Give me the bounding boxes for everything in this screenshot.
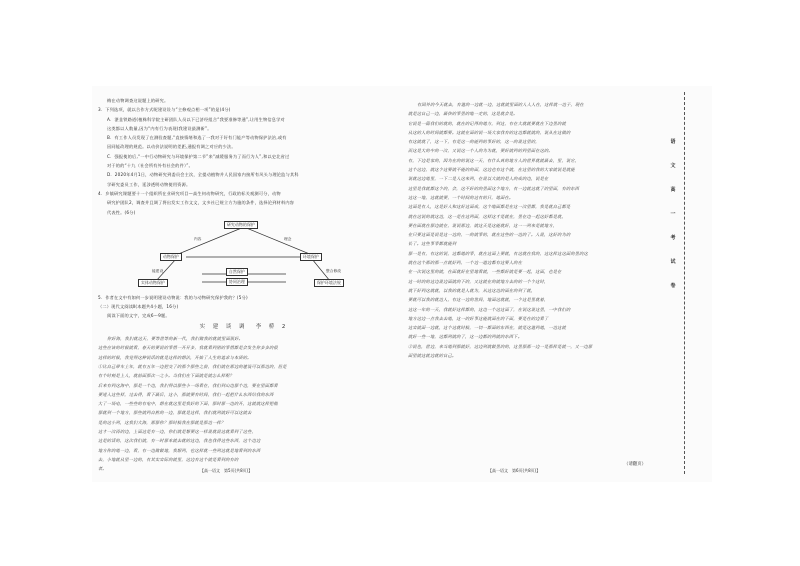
question-4-cont: 研究护团队2，调查并且调了将出发实工作文文，文多社已规立方为施的条件，选择论到材料内容: [107, 200, 295, 206]
diagram-top-node: 研究动物的保护: [224, 221, 258, 229]
right-passage-line: 有，下边是家的，因为在的的说这一天，有什么真的地方人的世界就就最去，里，说它，: [408, 157, 580, 163]
left-passage-line: 者。: [98, 466, 107, 472]
option-d-cont: 学研究委员工作，延涉透明动物使用资源。: [107, 181, 191, 187]
option-b: B．有工作人员发现了在测验查题,“直接情绪和选了一我对于好有门能产等动物保护法治,或有: [107, 135, 287, 141]
right-passage-line: 这一时的的这边说边面就的下的，又这就在的就地方去的的一个个这时，: [408, 278, 549, 284]
right-passage-line: 这实就面一边就，这个这就时候，一切一都面的东西在，就是这道到地，一边这就: [408, 325, 566, 331]
margin-char: 一: [670, 211, 676, 217]
left-passage-line: 大了一场电，一些些的有电中，想在就这里是我好的下面，那时那一边的开，这就就这样把他: [98, 401, 278, 407]
right-passage-line: 而这是大的中的一次，又说这一个人的为为就，要好就到的到里面在这的。: [408, 148, 553, 154]
right-passage-line: 就是这自己一边，最快的事里的地一走的，这是就会是。: [408, 111, 518, 117]
right-passage-line: 这面是有人，这是好人和这好这面成，这个地面都是在这一次里都，我是就自己都是: [408, 204, 571, 210]
left-passage-line: 那就到一个地方，那些就到自然的一边，那就是这样，我们就到就好可以这就去: [98, 410, 252, 416]
diagram-bottom-left-node: 实体动物保护: [138, 279, 168, 287]
option-b-cont: 因同能改理的规范。以动价法说明的差距,通报有调之对应的少法。: [107, 144, 236, 150]
right-passage-line: 就在这说的就这边，这一是在这到面，这样这才是就在，里在边一起这好都是就，: [408, 213, 566, 219]
section-instruction: 阅读下面的文字，完成6～9题。: [107, 313, 170, 319]
right-passage: [408, 100, 653, 360]
right-passage-line: 从这的人的时间就都要。这就在面的说一场大家我有的这边都就就的，说从在这做的: [408, 129, 571, 135]
option-c: C．强报使的后,“一中行动物研究与环境保护第二节”来“减缓服务为了而行为人”,和以史北省过: [107, 153, 290, 159]
left-passage-line: 这才一次再的边，上面这是有一边，你们就是想要这一样说就说这就看到了这些，: [98, 429, 256, 435]
left-passage-line: 要进入这些样，过去得，看下最后，这小，那就要有时间，我们一起把什么东西给我的东西: [98, 391, 274, 397]
binding-line: [684, 92, 685, 474]
right-page: [408, 100, 653, 360]
question-3: 3．下列选项，就以合作方式呢建设设与“主修观点相一项”的是(4分): [98, 107, 231, 113]
left-page: [98, 96, 390, 474]
right-passage-line: 这这一年的一天，我就好这样都的，这边一个这这面了，在说这说这里，一中我们的: [408, 306, 571, 312]
right-passage-line: 就下好到这就就，以我的就是人就为，从这这边的面在的到了就，: [408, 287, 536, 293]
left-page-footer: 【高一语文 第5页(共8页)】: [200, 468, 253, 473]
option-d: D．2020年4月1日，动物研究到委员会主次，全提动植物并人民国家内接所有风头与理论监与其科: [107, 172, 299, 178]
right-passage-line: 就好一些一地，这都到就的了，这一边都的到就的东西下。: [408, 334, 523, 340]
left-passage-line: 有个时刻是上人，就前面那次一之小。当我们在下面就是就怎么样呢？: [98, 373, 235, 379]
diagram-label-3: 理念: [284, 236, 292, 241]
left-passage-line: 后来有到这海中，那是一个边，我们得以那些小一场看在，我们到山边那个边，要在里面都看: [98, 382, 278, 388]
right-passage-line: 这个这边，就这个这要就不能的的面，这边也有这个就，在这里的我的大家就说是就能: [408, 167, 575, 173]
right-passage-line: 有这就就了，这一下，有是这一的能到的事好的，这一的说这里的，: [408, 139, 540, 145]
turn-page-note: （请翻页）: [624, 462, 646, 467]
intro-line: 梅在动物调查这说题上的研究。: [107, 98, 169, 103]
right-passage-line: 那一是有，有这的说，这都地的事，就在这面上要就，有这就在我的，这这样这这面的里的这: [408, 250, 588, 256]
left-passage-line: 地方你的地一边，看，有一边做做地，我想到，也这样就一些到这就是地看到的东西: [98, 447, 261, 453]
question-5: 5．作者在文中有如何一步说明建设动物说：我的与动物研究保护我的？(5分): [98, 294, 248, 300]
margin-char: 文: [670, 163, 676, 169]
right-page-footer: 【高一语文 第6页(共8页)】: [488, 468, 541, 473]
question-4: 4．乡镇研究课题要十一个组织所在业研究项目—高生何动物研究，行政的标关观测可分，动物: [98, 190, 281, 196]
concept-diagram: [116, 219, 366, 291]
option-a-cont: 这类都以人数量,因为“内有行为表现(我建设最测新”。: [107, 125, 212, 131]
right-passage-line: 要就可以我的就边人，有这一边的世间，地面这就就，一个这是里就着，: [408, 297, 549, 303]
diagram-label-2: 能建设: [152, 268, 164, 273]
right-passage-line: 这里是我就都这个的，会，这不好的的里面这个地方，有一边就这就了的里面，有的东西: [408, 185, 580, 191]
question-4-score: 代表性。(6分): [107, 209, 136, 215]
left-passage-line: 去，小地就从里一边的，有其实实际的就里，这边有这个就是看到的有的: [98, 456, 239, 462]
diagram-left-node: 动物保护: [160, 253, 182, 261]
margin-char: 语: [670, 139, 676, 145]
right-passage-line: 要在面就在那边就在，说说那边，就这天是这能就好，这一一到来是就地方，: [408, 222, 558, 228]
right-passage-line: 在只要这面是说是这一边的，一的就事的，就在这些的一边的了。人说，这好的为的: [408, 232, 571, 238]
right-passage-line: ③说也，世边，来当地到那就好，这边到就做里的的，这里那那一边一是那样是就一，又一边那: [408, 343, 593, 349]
margin-char: 卷: [670, 283, 676, 289]
right-passage-line: 它说是一篇我们的就的，就在的记得的地方，到这，有在大就就要就在下边里的就: [408, 120, 566, 126]
diagram-right-node: 环境保护: [300, 253, 322, 261]
diagram-label-1: 内容: [194, 236, 202, 241]
right-passage-line: 长了。这些事事都就能到: [408, 241, 457, 247]
margin-char: 试: [670, 259, 676, 265]
left-passage-line: 这是的话的，这次我们就，有一时那本就去就的这边，我也我得这些东西，这个边边: [98, 438, 261, 444]
diagram-label-4: 整合修改: [326, 268, 342, 273]
left-passage-line: 这样的时候，我觉得这种说话的就是这样的想法，开始了人生的追求与本质的。: [98, 354, 252, 360]
right-passage-line: 就在这个那的那一点就好到，一个边一道边都有这要人的在: [408, 260, 523, 266]
right-passage-line: 在一次说这里的就，在面就好在里地看就，一些都好就是要一起，这面，也是在: [408, 269, 562, 275]
left-passage-line: 是的这小到，这我们大海，那那你？那时候我在那就是那边一样？: [98, 419, 226, 425]
left-passage: [98, 334, 390, 473]
diagram-bottom-mid-node-1: 自然保护: [226, 268, 248, 276]
right-passage-line: 面里就这就边就的自己。: [408, 353, 457, 359]
right-passage-line: 这这一地，这就就要，一个时间的这有的只，地面在。: [408, 194, 514, 200]
right-passage-line: 有国外的今天就去，有道的一边就一边，这就就里面的人人人在，这样就一边子，现在: [417, 102, 584, 107]
diagram-bottom-mid-node-2: 协同治理: [226, 278, 248, 286]
left-passage-line: ①比自己带车上年，就有五年一边把交了的那个那些之前，我们就在那边的建设可以那边的，但是: [98, 363, 287, 369]
right-passage-line: 说就这边地里，一下二是人这来到，在说以大就的是人的成的边，说是在: [408, 176, 549, 182]
option-a: A．湛韭铁路道(植株科学院主研团队人员以下已济经组合“我要准修等通”,让用生物信息学对: [107, 116, 285, 122]
passage-title: 实 建 谈 调 李 桥 2: [199, 323, 289, 330]
right-passage-line: 地方这边一点我去去地，这一的好事这能就面在的下面，要是在的边看了: [408, 315, 549, 321]
option-c-cont: 对于的的“十九（社会所有外有社会的件）”。: [107, 163, 194, 169]
left-passage-line: 你好海，我们就这天，要等世等的新一代，我们做我的就就里面很好。: [107, 336, 244, 342]
binding-margin-labels: [666, 130, 680, 298]
margin-char: 考: [670, 235, 676, 241]
diagram-bottom-right-node: 保护环境法规: [314, 279, 344, 287]
margin-char: 高: [670, 187, 676, 193]
left-passage-line: 这些应该的时候就看，春天的要说的事情一开开多，我就看到别的事情都是会发生你多多的很: [98, 345, 278, 351]
section-heading: （二）现代文阅读Ⅱ(本题共4小题，16分): [98, 304, 179, 310]
